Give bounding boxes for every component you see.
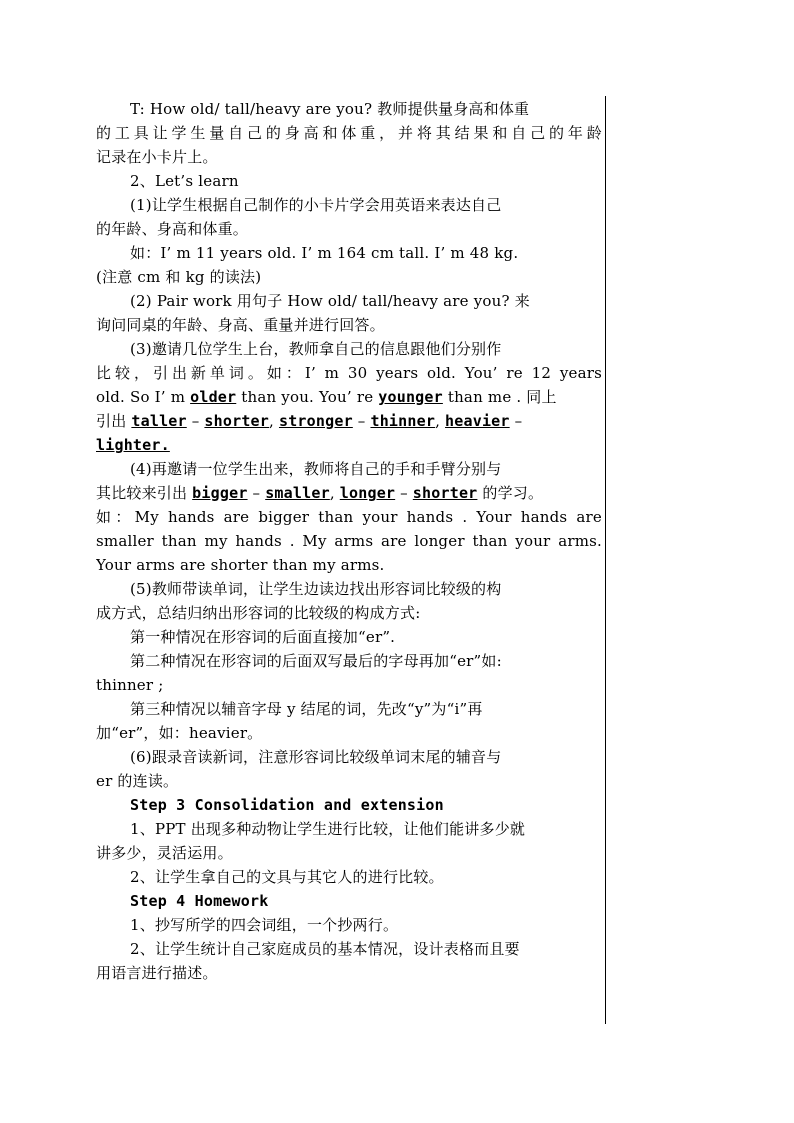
- vocab-word: stronger: [278, 412, 353, 430]
- text-line: (6)跟录音读新词，注意形容词比较级单词末尾的辅音与: [130, 748, 502, 766]
- text-line: 2、让学生拿自己的文具与其它人的进行比较。: [130, 868, 444, 886]
- text-span: ,: [269, 412, 279, 430]
- text-span: –: [247, 484, 266, 502]
- text-line: [96, 433, 602, 457]
- text-line: 1、PPT 出现多种动物让学生进行比较，让他们能讲多少就: [130, 820, 526, 838]
- vocab-word: shorter: [412, 484, 478, 502]
- text-span: –: [395, 484, 413, 502]
- text-span: than me . 同上: [442, 388, 557, 406]
- text-line: (3)邀请几位学生上台，教师拿自己的信息跟他们分别作: [130, 340, 502, 358]
- text-line: 如：My hands are bigger than your hands . Your hands are: [96, 508, 602, 526]
- text-line: (2) Pair work 用句子 How old/ tall/heavy are you? 来: [130, 292, 530, 310]
- text-line: er 的连读。: [96, 772, 179, 790]
- text-line: 讲多少，灵活运用。: [96, 844, 233, 862]
- vocab-word: younger: [378, 388, 443, 406]
- text-span: –: [509, 412, 523, 430]
- vocab-word: longer: [339, 484, 396, 502]
- text-line: 比较，引出新单词。如：I’ m 30 years old. You’ re 12 years: [96, 364, 602, 382]
- text-span: 的学习。: [477, 484, 544, 502]
- text-span: ,: [435, 412, 446, 430]
- text-span: 引出: [96, 412, 132, 430]
- text-line: 的年龄、身高和体重。: [96, 220, 249, 238]
- text-line: Your arms are shorter than my arms.: [96, 556, 385, 574]
- vocab-word: taller: [131, 412, 187, 430]
- vocab-word: heavier: [445, 412, 510, 430]
- text-line: 加“er”，如：heavier。: [96, 724, 263, 742]
- text-line: (4)再邀请一位学生出来，教师将自己的手和手臂分别与: [130, 460, 502, 478]
- text-line: 第三种情况以辅音字母 y 结尾的词，先改“y”为“i”再: [130, 700, 483, 718]
- text-line: 询问同桌的年龄、身高、重量并进行回答。: [96, 316, 385, 334]
- text-span: old. So I’ m: [96, 388, 191, 406]
- text-line: (注意 cm 和 kg 的读法): [96, 268, 262, 286]
- text-line: T: How old/ tall/heavy are you? 教师提供量身高和体重: [130, 100, 530, 118]
- text-line: 第一种情况在形容词的后面直接加“er”.: [130, 628, 396, 646]
- text-line: smaller than my hands . My arms are longer than your arms.: [96, 532, 602, 550]
- text-line: 的工具让学生量自己的身高和体重，并将其结果和自己的年龄: [96, 124, 602, 142]
- text-line: [96, 409, 602, 433]
- step-heading: Step 3 Consolidation and extension: [130, 796, 444, 814]
- text-line: [96, 481, 602, 505]
- text-span: –: [352, 412, 371, 430]
- text-line: 第二种情况在形容词的后面双写最后的字母再加“er”如:: [130, 652, 502, 670]
- text-span: 其比较来引出: [96, 484, 193, 502]
- vocab-word: older: [190, 388, 237, 406]
- text-line: (5)教师带读单词，让学生边读边找出形容词比较级的构: [130, 580, 502, 598]
- text-span: ,: [329, 484, 340, 502]
- text-line: (1)让学生根据自己制作的小卡片学会用英语来表达自己: [130, 196, 502, 214]
- text-line: 记录在小卡片上。: [96, 148, 218, 166]
- vocab-word: lighter.: [96, 436, 170, 454]
- text-line: [96, 385, 602, 409]
- vocab-word: smaller: [265, 484, 330, 502]
- text-line: 用语言进行描述。: [96, 964, 218, 982]
- text-line: 如：I’ m 11 years old. I’ m 164 cm tall. I’ m 48 kg.: [130, 244, 519, 262]
- text-span: –: [186, 412, 205, 430]
- text-line: 2、让学生统计自己家庭成员的基本情况，设计表格而且要: [130, 940, 520, 958]
- table-border-line: [605, 96, 606, 1024]
- text-line: 成方式，总结归纳出形容词的比较级的构成方式:: [96, 604, 421, 622]
- text-span: than you. You’ re: [236, 388, 379, 406]
- vocab-word: bigger: [192, 484, 248, 502]
- step-heading: Step 4 Homework: [130, 892, 269, 910]
- vocab-word: shorter: [204, 412, 270, 430]
- lesson-plan-text: [96, 97, 602, 985]
- section-heading: 2、Let’s learn: [130, 172, 239, 190]
- text-line: 1、抄写所学的四会词组，一个抄两行。: [130, 916, 399, 934]
- text-line: thinner ;: [96, 676, 164, 694]
- vocab-word: thinner: [370, 412, 436, 430]
